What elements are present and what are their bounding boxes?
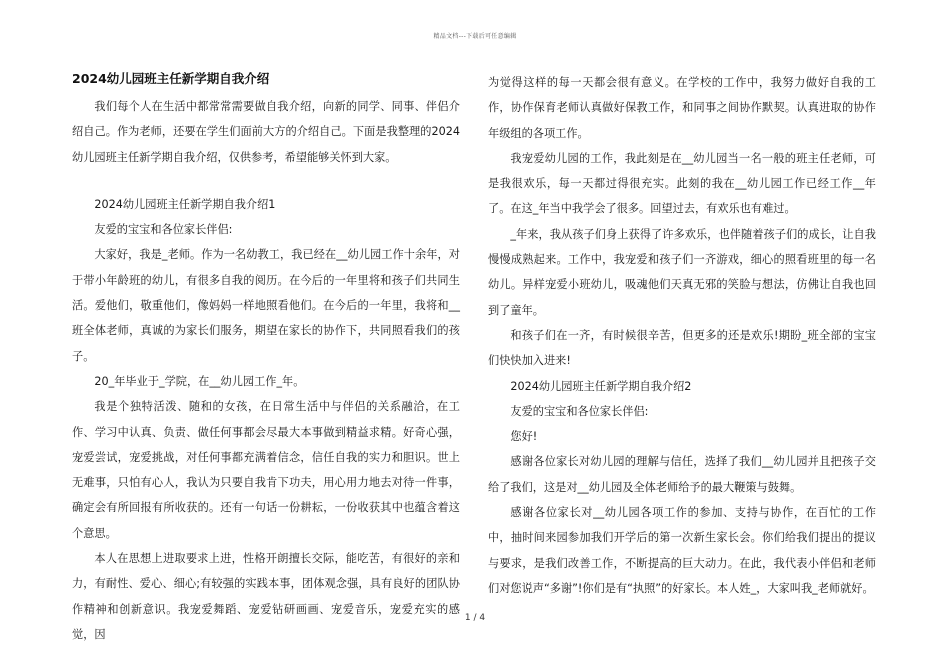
body-paragraph: 大家好，我是_老师。作为一名幼教工，我已经在__幼儿园工作十余年，对于带小年龄班的幼儿，有很多自我的阅历。在今后的一年里将和孩子们共同生活。爱他们，敬重他们，像妈妈一样地照看他们。在今后的一年里，我将和__班全体老师，真诚的为家长们服务，期望在家长的协作下，共同照看我们的孩子。 xyxy=(72,248,460,363)
greeting-1: 友爱的宝宝和各位家长伴侣: xyxy=(94,223,233,237)
body-paragraph: 我宠爱幼儿园的工作，我此刻是在__幼儿园当一名一般的班主任老师，可是我很欢乐，每一天都过得很充实。此刻的我在__幼儿园工作已经工作__年了。在这_年当中我学会了很多。回望过去，有欢乐也有难过。 xyxy=(488,151,876,216)
body-paragraph-continued: 为觉得这样的每一天都会很有意义。在学校的工作中，我努力做好自我的工作，协作保育老师认真做好保教工作，和同事之间协作默契。认真进取的协作年级组的各项工作。 xyxy=(488,76,876,140)
body-paragraph: 本人在思想上进取要求上进，性格开朗擅长交际，能吃苦，有很好的亲和力，有耐性、爱心、细心;有较强的实践本事，团体观念强，具有良好的团队协作精神和创新意识。我宠爱舞蹈、宠爱钻研画画、宠爱音乐，宠爱充实的感觉，因 xyxy=(72,552,460,641)
body-paragraph: 感谢各位家长对__幼儿园各项工作的参加、支持与协作，在百忙的工作中，抽时间来园参加我们开学后的第一次新生家长会。你们给我们提出的提议与要求，是我们改善工作，不断提高的巨大动力。在此，我代表小伴侣和老师们对您说声“多谢”!你们是有“执照”的好家长。本人姓_，大家叫我_老师就好。 xyxy=(488,506,876,595)
greeting-2: 友爱的宝宝和各位家长伴侣: xyxy=(510,404,649,418)
body-paragraph: 和孩子们在一齐，有时候很辛苦，但更多的还是欢乐!期盼_班全部的宝宝们快快加入进来! xyxy=(488,328,876,368)
hello-line: 您好! xyxy=(510,430,538,444)
intro-paragraph: 我们每个人在生活中都常常需要做自我介绍，向新的同学、同事、伴侣介绍自己。作为老师，还要在学生们面前大方的介绍自己。下面是我整理的2024幼儿园班主任新学期自我介绍，仅供参考，希望能够关怀到大家。 xyxy=(72,100,460,164)
page-number: 1 / 4 xyxy=(464,613,486,623)
section-heading-2: 2024幼儿园班主任新学期自我介绍2 xyxy=(510,379,692,393)
left-column xyxy=(72,66,460,647)
section-heading-1: 2024幼儿园班主任新学期自我介绍1 xyxy=(94,197,276,211)
body-paragraph: 20_年毕业于_学院，在__幼儿园工作_年。 xyxy=(94,374,305,388)
section-spacer xyxy=(72,170,460,192)
body-paragraph: 感谢各位家长对幼儿园的理解与信任，选择了我们__幼儿园并且把孩子交给了我们，这是对__幼儿园及全体老师给予的最大鞭策与鼓舞。 xyxy=(488,455,876,494)
page-header: 精品文档---下载后可任意编辑 xyxy=(433,33,517,40)
document-title: 2024幼儿园班主任新学期自我介绍 xyxy=(72,71,270,86)
right-column xyxy=(488,70,876,601)
body-paragraph: 我是个独特活泼、随和的女孩，在日常生活中与伴侣的关系融洽，在工作、学习中认真、负责、做任何事都会尽最大本事做到精益求精。好奇心强，宠爱尝试，宠爱挑战，对任何事都充满着信念，信任自我的实力和胆识。世上无难事，只怕有心人，我认为只要自我肯下功夫，用心用力地去对待一件事，确定会有所回报有所收获的。还有一句话一份耕耘，一份收获其中也蕴含着这个意思。 xyxy=(72,400,460,540)
body-paragraph: _年来，我从孩子们身上获得了许多欢乐，也伴随着孩子们的成长，让自我慢慢成熟起来。工作中，我宠爱和孩子们一齐游戏，细心的照看班里的每一名幼儿。异样宠爱小班幼儿，吸魂他们天真无邪的笑脸与想法，仿佛让自我也回到了童年。 xyxy=(488,227,876,317)
